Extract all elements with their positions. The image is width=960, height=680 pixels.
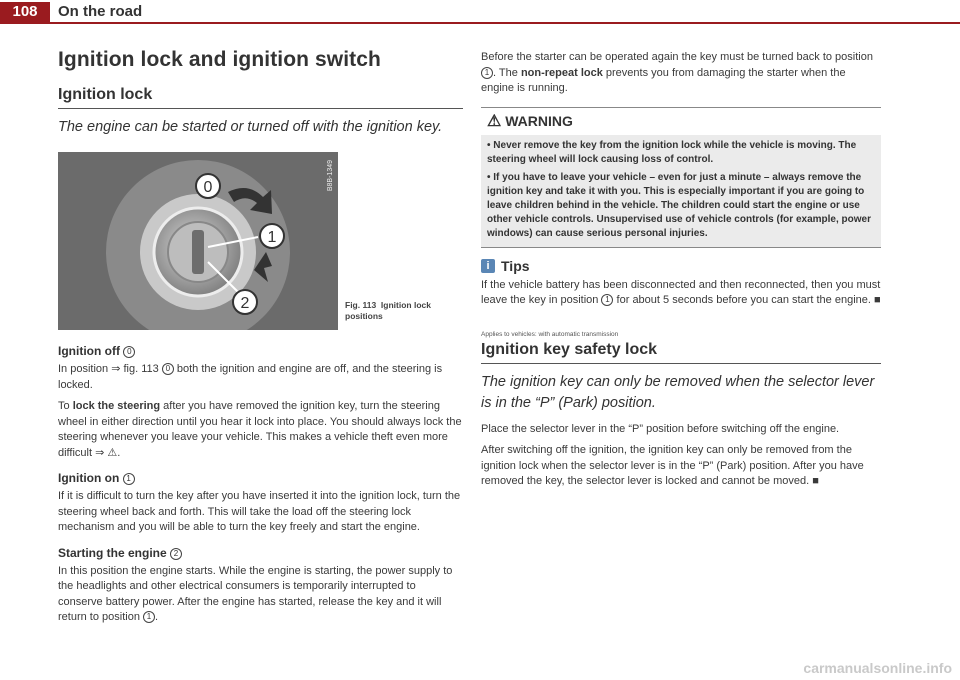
safety-lock-para-1: Place the selector lever in the “P” position before switching off the engine. xyxy=(481,422,840,435)
figure-caption: Fig. 113 Ignition lock positions xyxy=(345,300,431,321)
ignition-off-heading: Ignition off 0 xyxy=(58,344,463,358)
warning-item: • Never remove the key from the ignition lock while the vehicle is moving. The steering wheel will lock causing loss of control. xyxy=(487,139,857,165)
safety-lock-lead: The ignition key can only be removed when the selector lever is in the “P” (Park) position. xyxy=(481,373,875,411)
header-rule xyxy=(0,22,960,24)
ignition-lock-figure xyxy=(58,152,338,330)
ignition-off-para-2: To lock the steering after you have removed the ignition key, turn the steering wheel in either direction until you hear it lock into place. You should always lock the steering whenever you leave your vehicle. This makes a vehicle theft even more difficult ⇒ ⚠. xyxy=(58,400,462,459)
warning-body xyxy=(481,135,881,247)
position-2-icon: 2 xyxy=(170,548,182,560)
ignition-on-para: If it is difficult to turn the key after you have inserted it into the ignition lock, turn the steering wheel back and forth. This will take the load off the steering lock mechanism and you will be able to turn the key freely and start the engine. xyxy=(58,490,461,533)
figure-block xyxy=(58,152,463,330)
starting-engine-heading: Starting the engine 2 xyxy=(58,546,463,560)
page-number-tab: 108 xyxy=(0,2,50,22)
right-column xyxy=(481,50,881,490)
position-1-icon: 1 xyxy=(123,473,135,485)
ignition-on-heading: Ignition on 1 xyxy=(58,471,463,485)
info-icon: i xyxy=(481,259,495,273)
non-repeat-lock-para: Before the starter can be operated again the key must be turned back to position 1 . The non-repeat lock prevents you from damaging the starter when the engine is running. xyxy=(481,51,873,94)
lead-text: The engine can be started or turned off with the ignition key. xyxy=(58,119,443,135)
watermark: carmanualsonline.info xyxy=(803,660,952,676)
safety-lock-rule xyxy=(481,363,881,364)
starting-engine-para: In this position the engine starts. While the engine is starting, the power supply to the headlights and other electrical consumers is temporarily interrupted to conserve battery power. After the engine has started, release the key and it will return to position 1 . xyxy=(58,564,453,623)
svg-text:0: 0 xyxy=(203,179,213,196)
section-title: On the road xyxy=(58,3,143,20)
subsection-rule xyxy=(58,108,463,109)
figure-code: B8B-1349 xyxy=(327,160,334,192)
ignition-lock-illustration xyxy=(58,152,338,330)
svg-text:2: 2 xyxy=(240,295,250,312)
position-0-icon: 0 xyxy=(123,346,135,358)
applies-note: Applies to vehicles: with automatic transmission xyxy=(481,330,619,338)
position-2-marker xyxy=(233,290,257,314)
safety-lock-para-2: After switching off the ignition, the ignition key can only be removed from the ignition lock when the selector lever is in the “P” (Park) position. After you have removed the key, the selector lever is locked and cannot be moved. ■ xyxy=(481,444,864,487)
svg-text:1: 1 xyxy=(267,229,277,246)
chapter-title: Ignition lock and ignition switch xyxy=(58,48,381,71)
position-1-marker xyxy=(260,224,284,248)
warning-icon: ⚠ xyxy=(487,112,502,130)
safety-lock-title: Ignition key safety lock xyxy=(481,340,658,358)
tips-header: i Tips xyxy=(481,258,881,274)
tips-para: If the vehicle battery has been disconnected and then reconnected, then you must leave the key in position 1 for about 5 seconds before you can start the engine. ■ xyxy=(481,278,881,306)
left-column xyxy=(58,48,463,626)
warning-item: • If you have to leave your vehicle – even for just a minute – always remove the ignition key and take it with you. This is especially important if you are going to leave children behind in the vehicle. The children could start the engine or use other vehicle controls. Unsupervised use of vehicle controls (for example, power windows) can cause serious personal injuries. xyxy=(487,171,871,239)
warning-box xyxy=(481,107,881,248)
subsection-title: Ignition lock xyxy=(58,86,153,103)
position-0-marker xyxy=(196,174,220,198)
warning-header: ⚠ WARNING xyxy=(481,108,881,135)
ignition-off-para-1: In position ⇒ fig. 113 0 both the ignition and engine are off, and the steering is locked. xyxy=(58,363,443,391)
